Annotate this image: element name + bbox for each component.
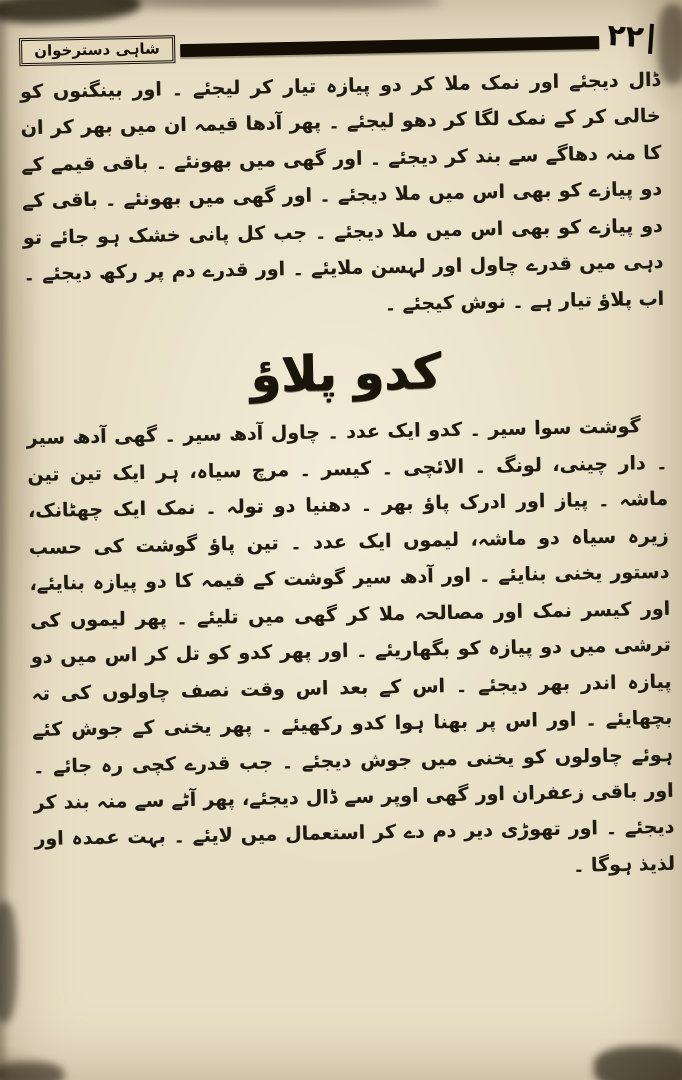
page-number: ۲۲ (606, 21, 654, 54)
scan-artifact-bottom-right (594, 1046, 682, 1080)
intro-paragraph: ڈال دیجئے اور نمک ملا کر دو پیازہ تیار کر لیجئے ۔ اور بینگنوں کو خالی کر کے نمک لگا کر دھو لیجئے ۔ پھر آدھا قیمہ ان میں بھر کر ان کا منہ دھاگے سے بند کر دیجئے ۔ اور گھی میں بھونئے ۔ باقی قیمے کے دو پیازے کو بھی اس میں ملا دیجئے ۔ اور گھی میں بھونئے ۔ باقی کے دو پیازے کو بھی اس میں ملا دیجئے ۔ جب کل پانی خشک ہو جائے تو دہی میں قدرے چاول اور لہسن ملایئے ۔ اور قدرے دم پر رکھ دیجئے ۔ اب پلاؤ تیار ہے ۔ نوش کیجئے ۔ (19, 68, 665, 316)
recipe-heading: کدو پلاؤ (249, 343, 442, 405)
book-title: شاہی دسترخوان (19, 35, 175, 66)
recipe-paragraph: گوشت سوا سیر ۔ کدو ایک عدد ۔ چاول آدھ سیر ۔ گھی آدھ سیر ۔ دار چینی، لونگ ۔ الائچی ۔ کیسر ۔ مرچ سیاہ، ہر ایک تین تین ماشہ ۔ پیاز اور ادرک پاؤ بھر ۔ دھنیا دو تولہ ۔ نمک ایک چھٹانک، زیرہ سیاہ دو ماشہ، لیموں ایک عدد ۔ تین پاؤ گوشت کی حسب دستور یخنی بنایئے ۔ اور آدھ سیر گوشت کے قیمہ کا دو پیازہ بنایئے، اور کیسر نمک اور مصالحہ ملا کر گھی میں تلیئے ۔ پھر لیموں کی ترشی میں دو پیازہ کو بگھاریئے ۔ اور پھر کدو کو تل کر اس میں دو پیازہ اندر بھر دیجئے ۔ اس کے بعد اس وقت نصف چاولوں کی تہ بچھایئے ۔ اور اس پر بھنا ہوا کدو رکھیئے ۔ پھر یخنی کے جوش کئے ہوئے چاولوں کو یخنی میں جوش دیجئے ۔ جب قدرے کچی رہ جائے ۔ اور باقی زعفران اور گھی اوپر سے ڈال دیجئے، پھر آٹے سے منہ بند کر دیجئے ۔ اور تھوڑی دیر دم دے کر استعمال میں لایئے ۔ بہت عمدہ اور لذیذ ہوگا ۔ (26, 415, 676, 877)
scan-artifact-bottom-left-corner (0, 1062, 64, 1080)
page-header (19, 17, 655, 68)
scan-artifact-bottom-left (0, 902, 17, 1022)
header-rule (180, 36, 600, 57)
